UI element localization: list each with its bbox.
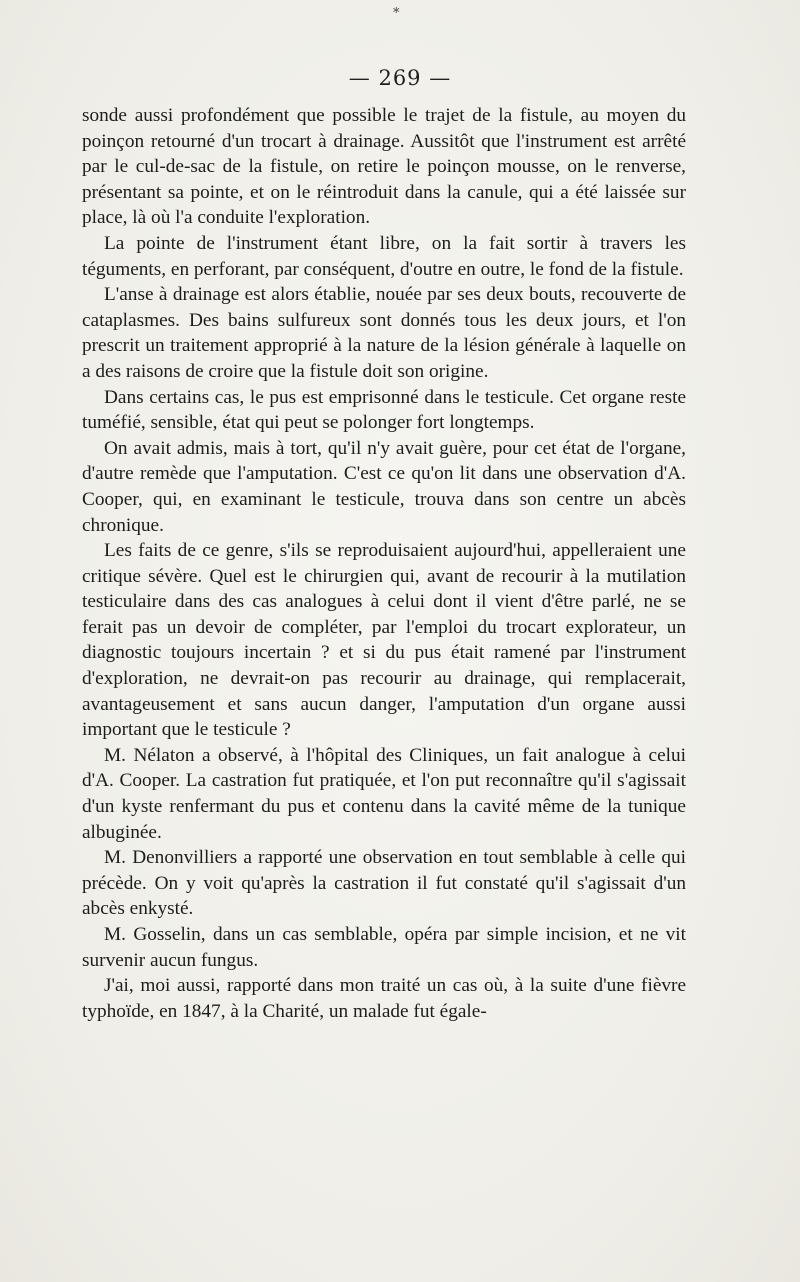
- body-text: [82, 103, 686, 1024]
- top-mark: *: [393, 6, 400, 21]
- paragraph: J'ai, moi aussi, rapporté dans mon traité un cas où, à la suite d'une fièvre typhoïde, en 1847, à la Charité, un malade fut égale-: [82, 975, 686, 1022]
- paragraph: Dans certains cas, le pus est emprisonné dans le testicule. Cet organe reste tuméfié, sensible, état qui peut se polonger fort longtemps.: [82, 386, 686, 434]
- paragraph: M. Gosselin, dans un cas semblable, opéra par simple incision, et ne vit survenir aucun fungus.: [82, 924, 686, 971]
- paragraph: sonde aussi profondément que possible le trajet de la fistule, au moyen du poinçon retourné d'un trocart à drainage. Aussitôt que l'instrument est arrêté par le cul-de-sac de la fistule, on retire le poinçon mousse, on le renverse, présentant sa pointe, et on le réintroduit dans la canule, qui a été laissée sur place, là où l'a conduite l'exploration.: [82, 105, 686, 229]
- paragraph: M. Denonvilliers a rapporté une observation en tout semblable à celle qui précède. On y voit qu'après la castration il fut constaté qu'il s'agissait d'un abcès enkysté.: [82, 847, 686, 920]
- paragraph: Les faits de ce genre, s'ils se reproduisaient aujourd'hui, appelleraient une critique sévère. Quel est le chirurgien qui, avant de recourir à la mutilation testiculaire dans des cas analogues à celui dont il vient d'être parlé, ne se ferait pas un devoir de compléter, par l'emploi du trocart explorateur, un diagnostic toujours incertain ? et si du pus était ramené par l'instrument d'exploration, ne devrait-on pas recourir au drainage, qui remplacerait, avantageusement et sans aucun danger, l'amputation d'un organe aussi important que le testicule ?: [82, 540, 686, 741]
- page-number: — 269 —: [348, 66, 452, 90]
- paragraph: La pointe de l'instrument étant libre, on la fait sortir à travers les téguments, en perforant, par conséquent, d'outre en outre, le fond de la fistule.: [82, 232, 686, 280]
- paragraph: M. Nélaton a observé, à l'hôpital des Cliniques, un fait analogue à celui d'A. Cooper. La castration fut pratiquée, et l'on put reconnaître qu'il s'agissait d'un kyste renfermant du pus et contenu dans la cavité même de la tunique albuginée.: [82, 744, 686, 843]
- paragraph: L'anse à drainage est alors établie, nouée par ses deux bouts, recouverte de cataplasmes. Des bains sulfureux sont donnés tous les deux jours, et l'on prescrit un traitement approprié à la nature de la lésion générale à laquelle on a des raisons de croire que la fistule doit son origine.: [82, 284, 686, 382]
- paragraph: On avait admis, mais à tort, qu'il n'y avait guère, pour cet état de l'organe, d'autre remède que l'amputation. C'est ce qu'on lit dans une observation d'A. Cooper, qui, en examinant le testicule, trouva dans son centre un abcès chronique.: [82, 437, 686, 536]
